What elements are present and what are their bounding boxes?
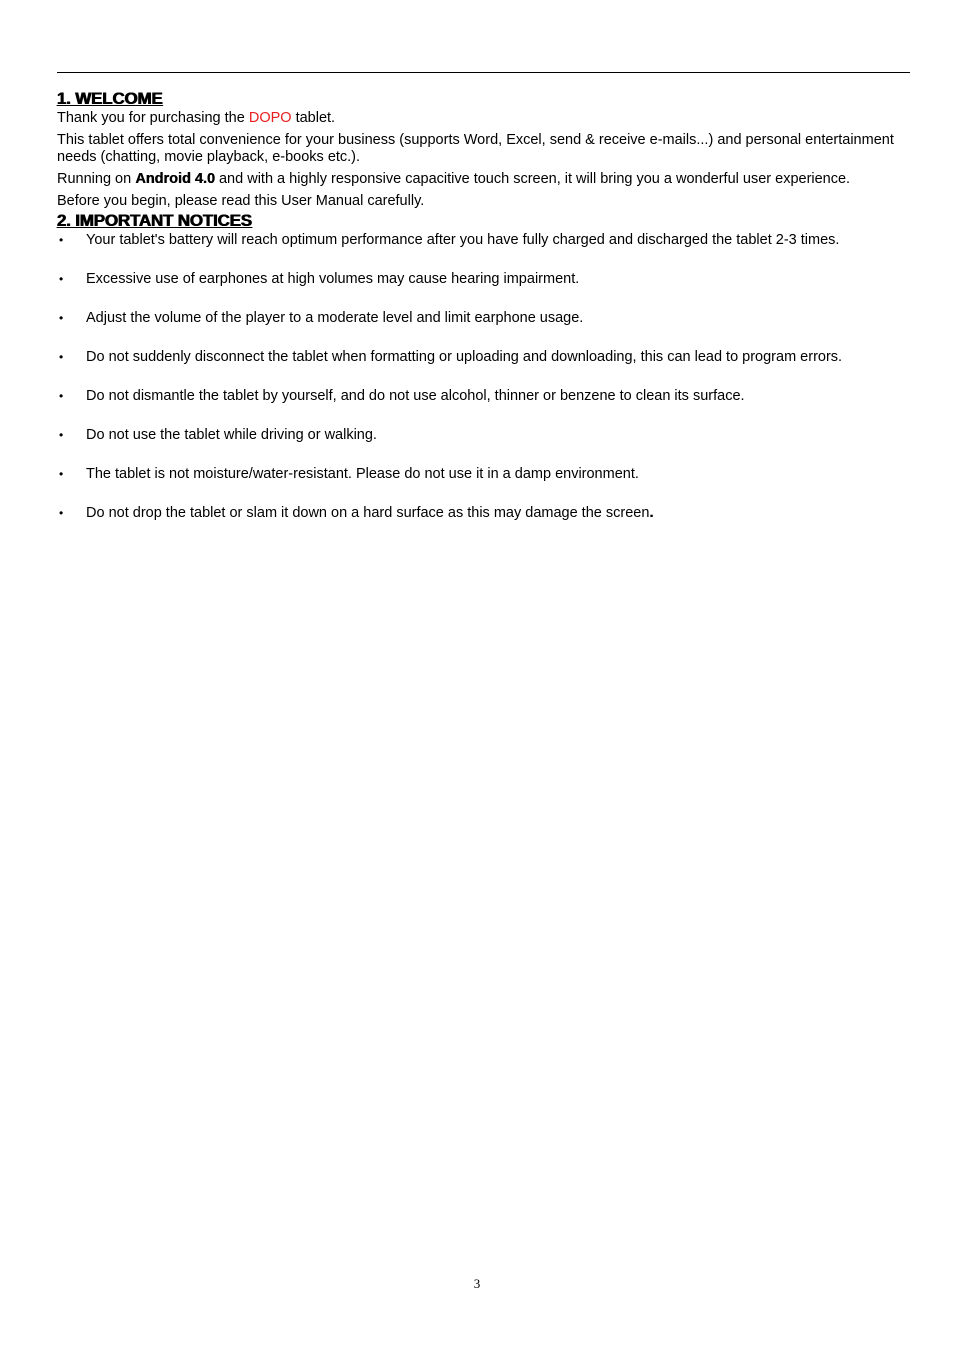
- notice-text: Do not drop the tablet or slam it down on a hard surface as this may damage the screen: [86, 505, 650, 521]
- welcome-thanks-paragraph: [57, 110, 897, 127]
- notice-text: Excessive use of earphones at high volumes may cause hearing impairment.: [86, 271, 580, 287]
- list-item: [57, 388, 897, 405]
- bullet-icon: •: [59, 506, 64, 520]
- bullet-icon: •: [59, 428, 64, 442]
- list-item: [57, 271, 897, 288]
- list-item: [57, 349, 897, 366]
- bullet-icon: •: [59, 233, 64, 247]
- notice-final-period: .: [649, 505, 654, 521]
- android-intro-text: Running on: [57, 171, 136, 187]
- list-item: [57, 466, 897, 483]
- list-item: [57, 427, 897, 444]
- bullet-icon: •: [59, 311, 64, 325]
- android-version: Android 4.0: [135, 171, 215, 187]
- bullet-icon: •: [59, 350, 64, 364]
- bullet-icon: •: [59, 467, 64, 481]
- bullet-icon: •: [59, 272, 64, 286]
- document-body: [57, 88, 897, 522]
- page-number: 3: [473, 1276, 481, 1291]
- welcome-thanks-text: Thank you for purchasing the: [57, 110, 249, 126]
- welcome-heading: 1. WELCOME: [57, 89, 163, 108]
- notice-text: The tablet is not moisture/water-resistant. Please do not use it in a damp environment.: [86, 466, 639, 482]
- welcome-thanks-end: tablet.: [291, 110, 336, 126]
- notice-text: Your tablet's battery will reach optimum performance after you have fully charged and discharged the tablet 2-3 times.: [86, 232, 840, 248]
- notice-text: Do not use the tablet while driving or walking.: [86, 427, 377, 443]
- notices-list: [57, 232, 897, 522]
- android-rest-text: and with a highly responsive capacitive touch screen, it will bring you a wonderful user experience.: [214, 171, 851, 187]
- list-item: [57, 505, 897, 522]
- list-item: [57, 232, 897, 249]
- welcome-convenience-paragraph: This tablet offers total convenience for your business (supports Word, Excel, send & receive e-mails...) and personal entertainment needs (chatting, movie playback, e-books etc.).: [57, 132, 894, 165]
- notice-text: Do not dismantle the tablet by yourself, and do not use alcohol, thinner or benzene to clean its surface.: [86, 388, 745, 404]
- brand-name: DOPO: [248, 110, 292, 126]
- welcome-android-paragraph: [57, 171, 897, 188]
- welcome-read-manual-paragraph: Before you begin, please read this User Manual carefully.: [57, 193, 425, 209]
- bullet-icon: •: [59, 389, 64, 403]
- header-rule: [57, 72, 910, 73]
- notice-text: Do not suddenly disconnect the tablet when formatting or uploading and downloading, this can lead to program errors.: [86, 349, 843, 365]
- notice-text: Adjust the volume of the player to a moderate level and limit earphone usage.: [86, 310, 584, 326]
- notices-heading: 2. IMPORTANT NOTICES: [57, 211, 252, 230]
- list-item: [57, 310, 897, 327]
